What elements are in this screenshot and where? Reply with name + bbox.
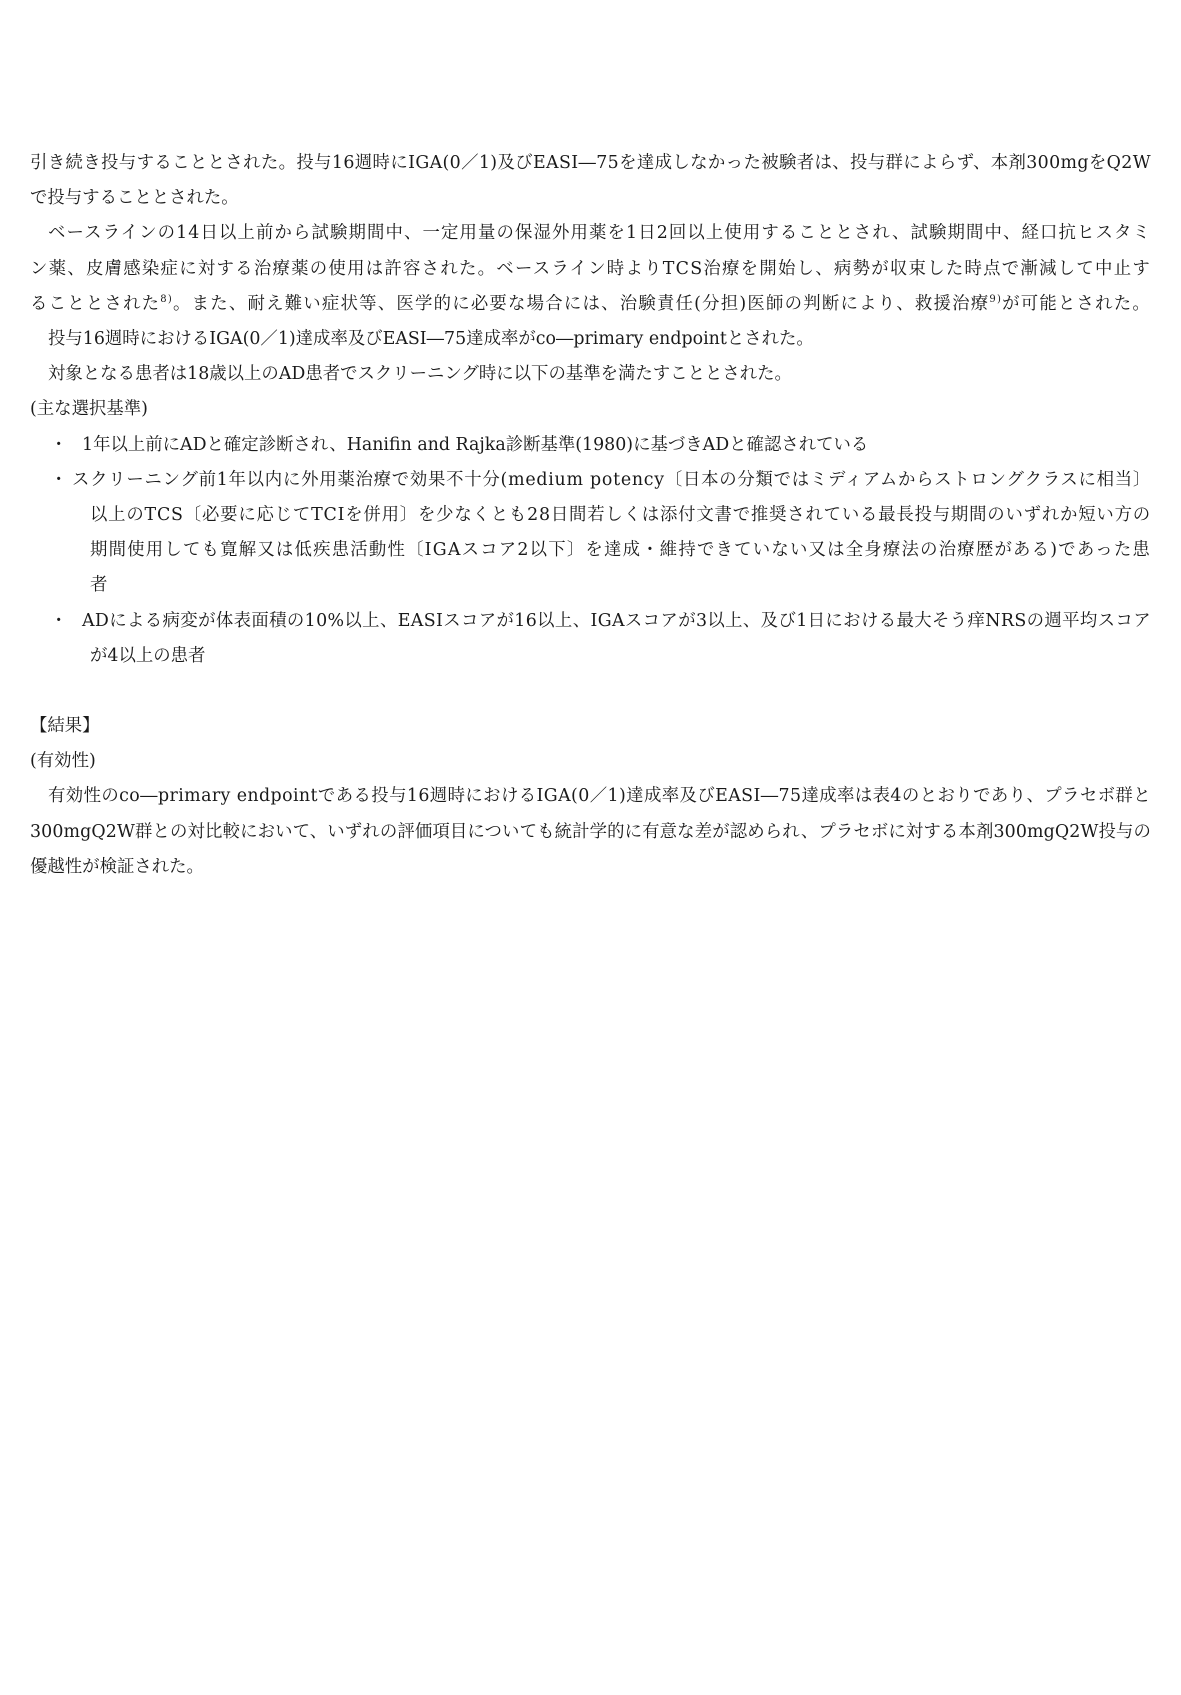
criteria-item-1-line-1: 1年以上前にADと確定診断され、Hanifin and Rajka診断基準(1980)に基づきADと確認されている [82,434,869,455]
criteria-item-3 [30,604,1151,674]
bullet-icon: ・ [50,610,68,631]
baseline-line-3-part-b: 。また、耐え難い症状等、医学的に必要な場合には、治験責任(分担)医師の判断により、救援治療 [173,293,990,314]
baseline-line-3-part-c: が可能とされた。 [1002,293,1152,314]
baseline-line-2: ン薬、皮膚感染症に対する治療薬の使用は許容された。ベースライン時よりTCS治療を開始し、病勢が収束した時点で漸減して中止す [30,258,1152,279]
baseline-line-3 [30,287,1151,322]
endpoint-paragraph: 投与16週時におけるIGA(0／1)達成率及びEASI―75達成率がco―primary endpointとされた。 [48,329,814,350]
document-page [30,146,1151,885]
criteria-item-3-line-1: ADによる病変が体表面積の10%以上、EASIスコアが16以上、IGAスコアが3以上、及び1日における最大そう痒NRSの週平均スコア [82,610,1151,631]
criteria-item-2 [30,463,1151,604]
reference-8-superscript: 8) [160,294,174,306]
intro-line-1: 引き続き投与することとされた。投与16週時にIGA(0／1)及びEASI―75を達成しなかった被験者は、投与群によらず、本剤300mgをQ2W [30,153,1151,173]
baseline-line-1: ベースラインの14日以上前から試験期間中、一定用量の保湿外用薬を1日2回以上使用することとされ、試験期間中、経口抗ヒスタミ [48,223,1152,244]
baseline-line-3-part-a: ることとされた [30,293,161,314]
criteria-item-2-line-3: 期間使用しても寛解又は低疾患活動性〔IGAスコア2以下〕を達成・維持できていない又は全身療法の治療歴がある)であった患 [90,540,1152,561]
results-body-line-2: 300mgQ2W群との対比較において、いずれの評価項目についても統計学的に有意な差が認められ、プラセボに対する本剤300mgQ2W投与の [30,821,1151,842]
bullet-icon: ・ [50,434,68,455]
reference-9-superscript: 9) [989,294,1003,306]
criteria-item-2-line-1: スクリーニング前1年以内に外用薬治療で効果不十分(medium potency〔日本の分類ではミディアムからストロングクラスに相当〕 [72,469,1152,490]
criteria-item-1 [30,428,1151,463]
results-heading: 【結果】 [30,716,100,737]
criteria-item-2-line-2: 以上のTCS〔必要に応じてTCIを併用〕を少なくとも28日間若しくは添付文書で推奨されている最長投与期間のいずれか短い方の [90,505,1151,526]
criteria-item-2-line-4: 者 [90,575,108,596]
intro-line-2: で投与することとされた。 [30,188,239,209]
criteria-heading: (主な選択基準) [30,399,148,420]
efficacy-subheading: (有効性) [30,751,96,772]
target-paragraph: 対象となる患者は18歳以上のAD患者でスクリーニング時に以下の基準を満たすこととされた。 [48,364,792,385]
results-body-line-1: 有効性のco―primary endpointである投与16週時におけるIGA(0／1)達成率及びEASI―75達成率は表4のとおりであり、プラセボ群と [48,786,1151,807]
bullet-icon: ・ [50,469,68,490]
section-spacer [30,674,1151,709]
criteria-item-3-line-2: が4以上の患者 [90,645,206,666]
results-body-line-3: 優越性が検証された。 [30,856,204,877]
